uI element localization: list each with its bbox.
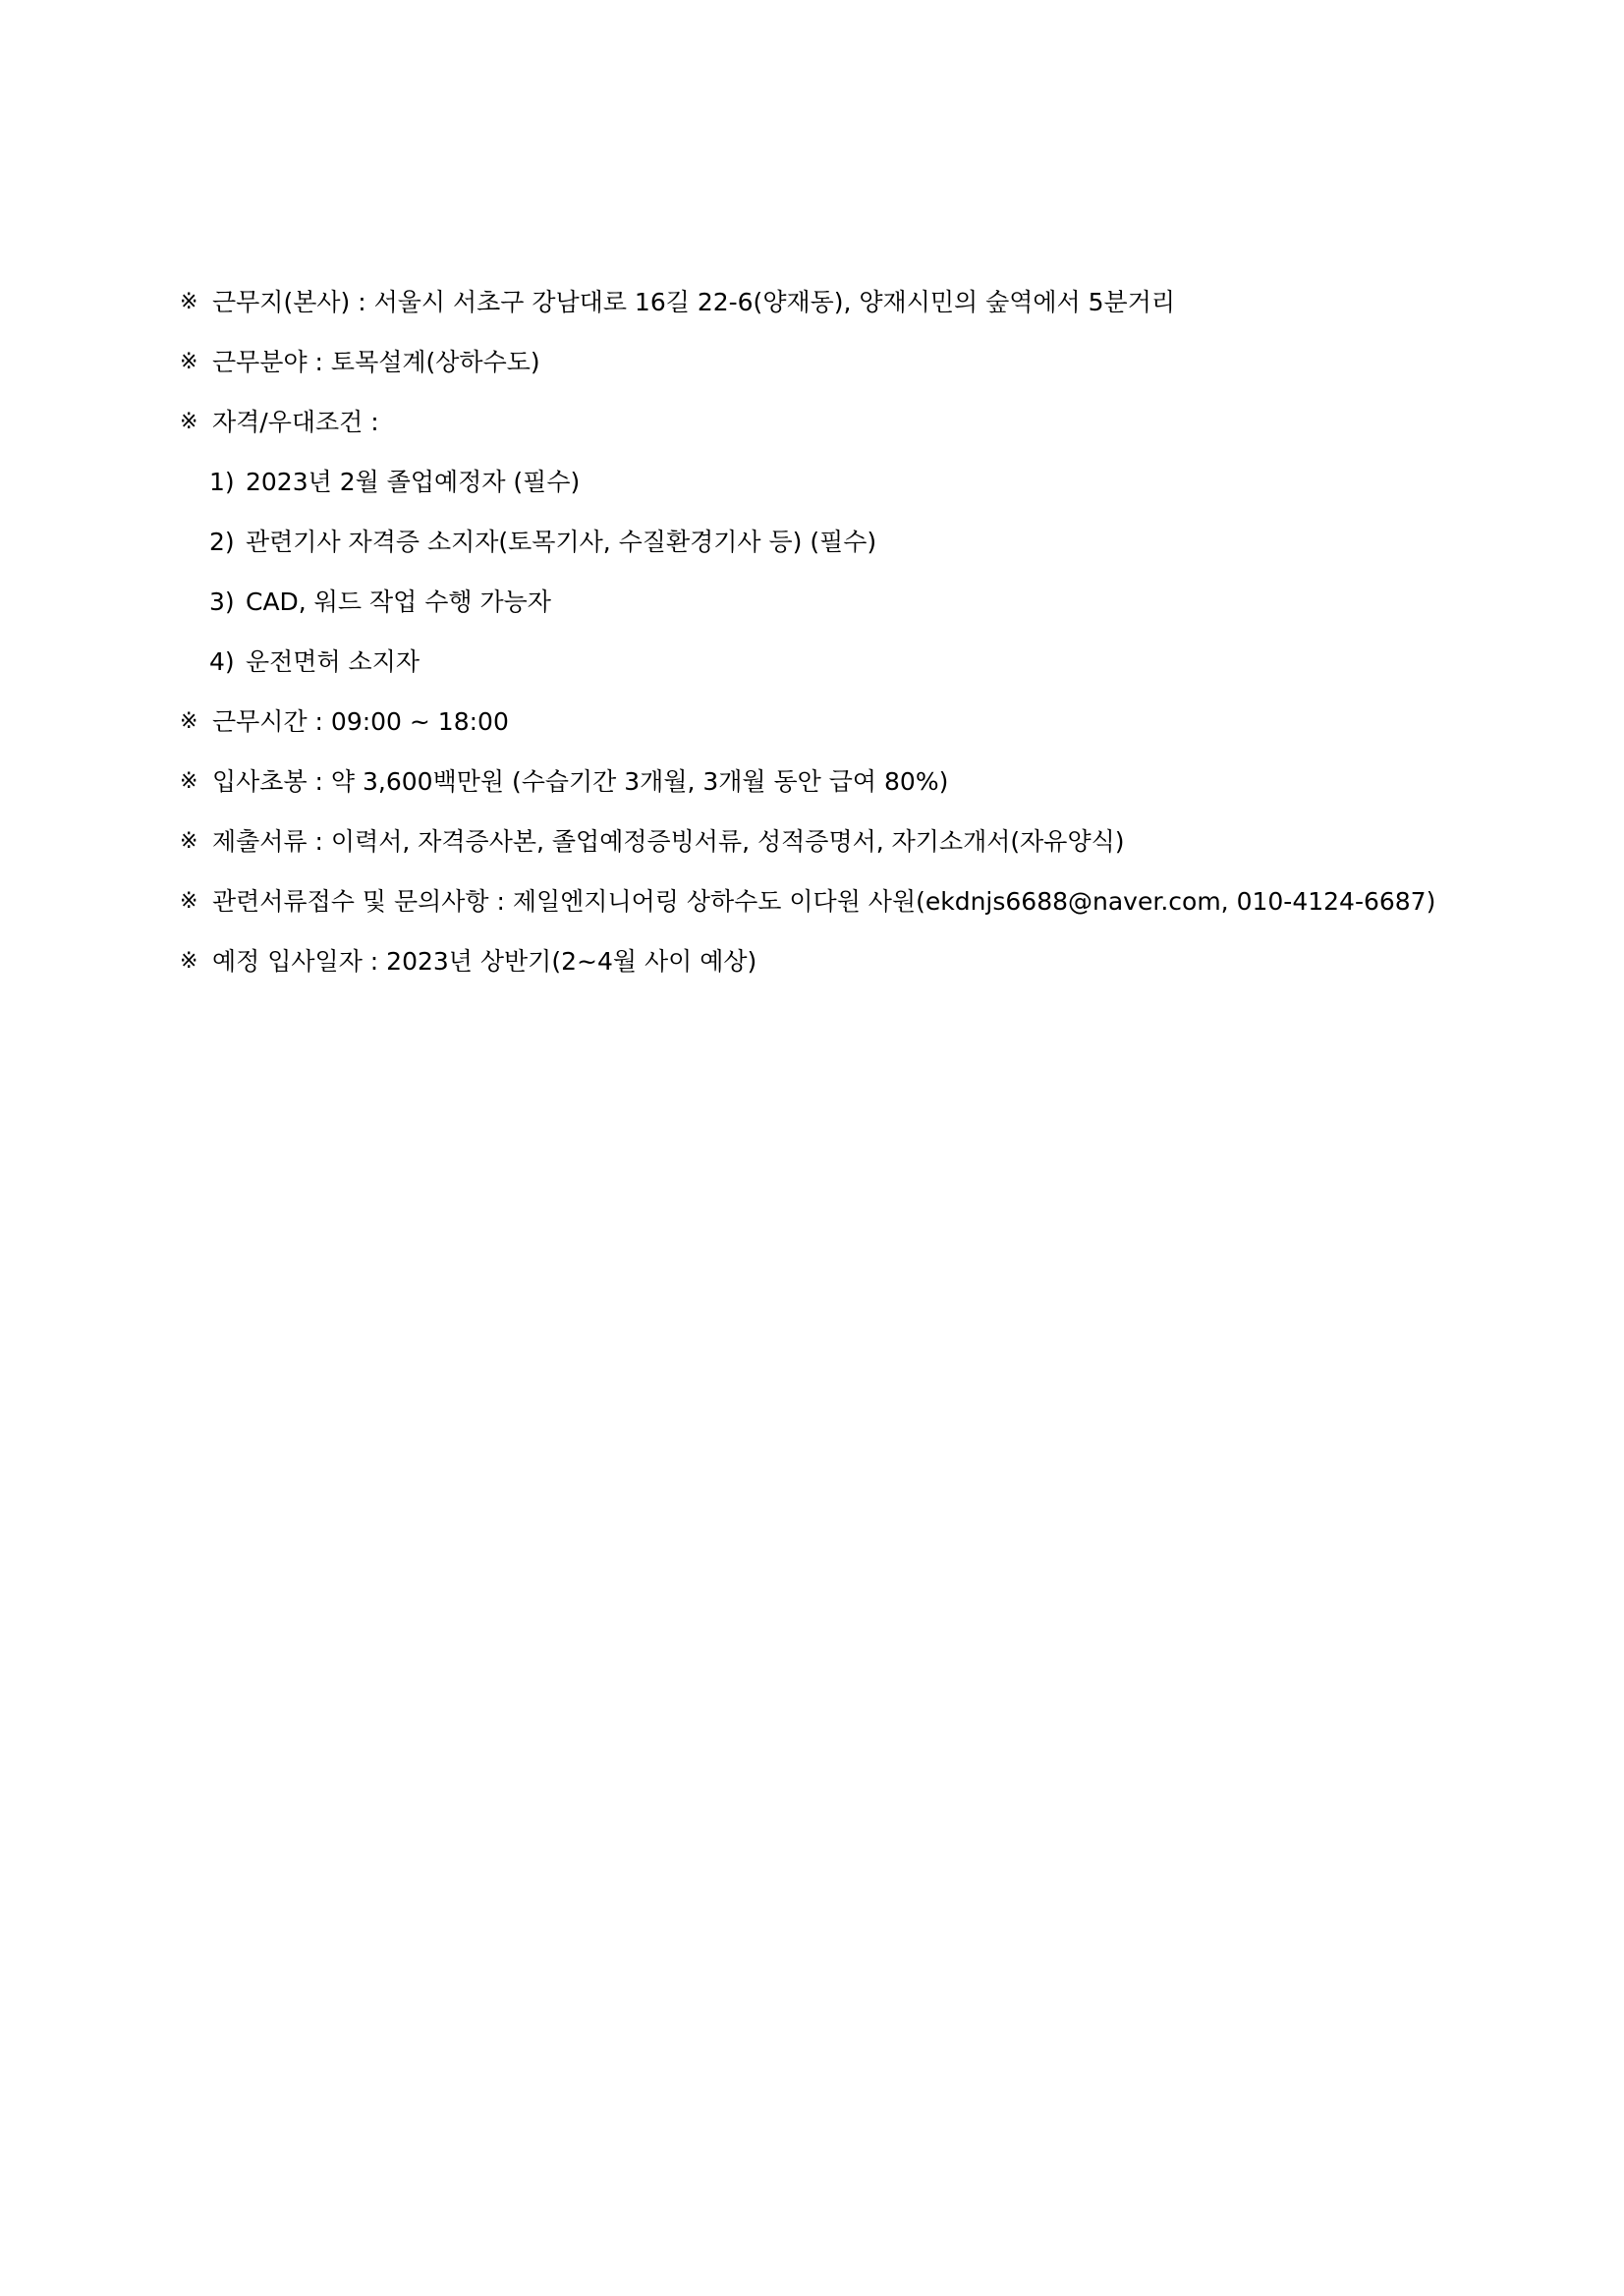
notice-item-starting-salary: [180, 752, 1536, 812]
notice-item-work-location: [180, 272, 1536, 332]
notice-text: 근무시간 : 09:00 ~ 18:00: [212, 706, 509, 736]
notice-text: 근무지(본사) : 서울시 서초구 강남대로 16길 22-6(양재동), 양재시민의 숲역에서 5분거리: [212, 287, 1176, 316]
qualification-item-1: [180, 452, 1536, 512]
notice-text: 근무분야 : 토목설계(상하수도): [212, 347, 540, 376]
notice-item-qualifications: [180, 392, 1536, 452]
qualification-text: 2023년 2월 졸업예정자 (필수): [246, 467, 581, 496]
notice-item-work-field: [180, 332, 1536, 392]
notice-list: [180, 272, 1536, 991]
reference-mark-icon: ※: [180, 409, 198, 434]
qualification-item-2: [180, 512, 1536, 572]
reference-mark-icon: ※: [180, 708, 198, 734]
reference-mark-icon: ※: [180, 828, 198, 854]
notice-text: 예정 입사일자 : 2023년 상반기(2~4월 사이 예상): [212, 946, 757, 976]
notice-item-required-documents: [180, 812, 1536, 871]
reference-mark-icon: ※: [180, 888, 198, 914]
list-number: 4): [209, 646, 235, 676]
qualification-text: CAD, 워드 작업 수행 가능자: [246, 587, 551, 616]
notice-item-start-date: [180, 931, 1536, 991]
reference-mark-icon: ※: [180, 948, 198, 974]
list-number: 3): [209, 587, 235, 616]
notice-item-work-hours: [180, 692, 1536, 752]
list-number: 1): [209, 467, 235, 496]
reference-mark-icon: ※: [180, 768, 198, 794]
notice-text: 관련서류접수 및 문의사항 : 제일엔지니어링 상하수도 이다원 사원(ekdnjs6688@naver.com, 010-4124-6687): [212, 886, 1436, 916]
notice-text: 자격/우대조건 :: [212, 407, 379, 436]
notice-item-contact: [180, 871, 1536, 931]
list-number: 2): [209, 527, 235, 556]
reference-mark-icon: ※: [180, 289, 198, 314]
notice-text: 입사초봉 : 약 3,600백만원 (수습기간 3개월, 3개월 동안 급여 80%): [212, 766, 949, 796]
qualification-item-3: [180, 572, 1536, 632]
notice-text: 제출서류 : 이력서, 자격증사본, 졸업예정증빙서류, 성적증명서, 자기소개서(자유양식): [212, 826, 1125, 856]
qualification-text: 운전면허 소지자: [246, 646, 420, 676]
qualification-item-4: [180, 632, 1536, 692]
reference-mark-icon: ※: [180, 349, 198, 374]
qualification-text: 관련기사 자격증 소지자(토목기사, 수질환경기사 등) (필수): [246, 527, 877, 556]
